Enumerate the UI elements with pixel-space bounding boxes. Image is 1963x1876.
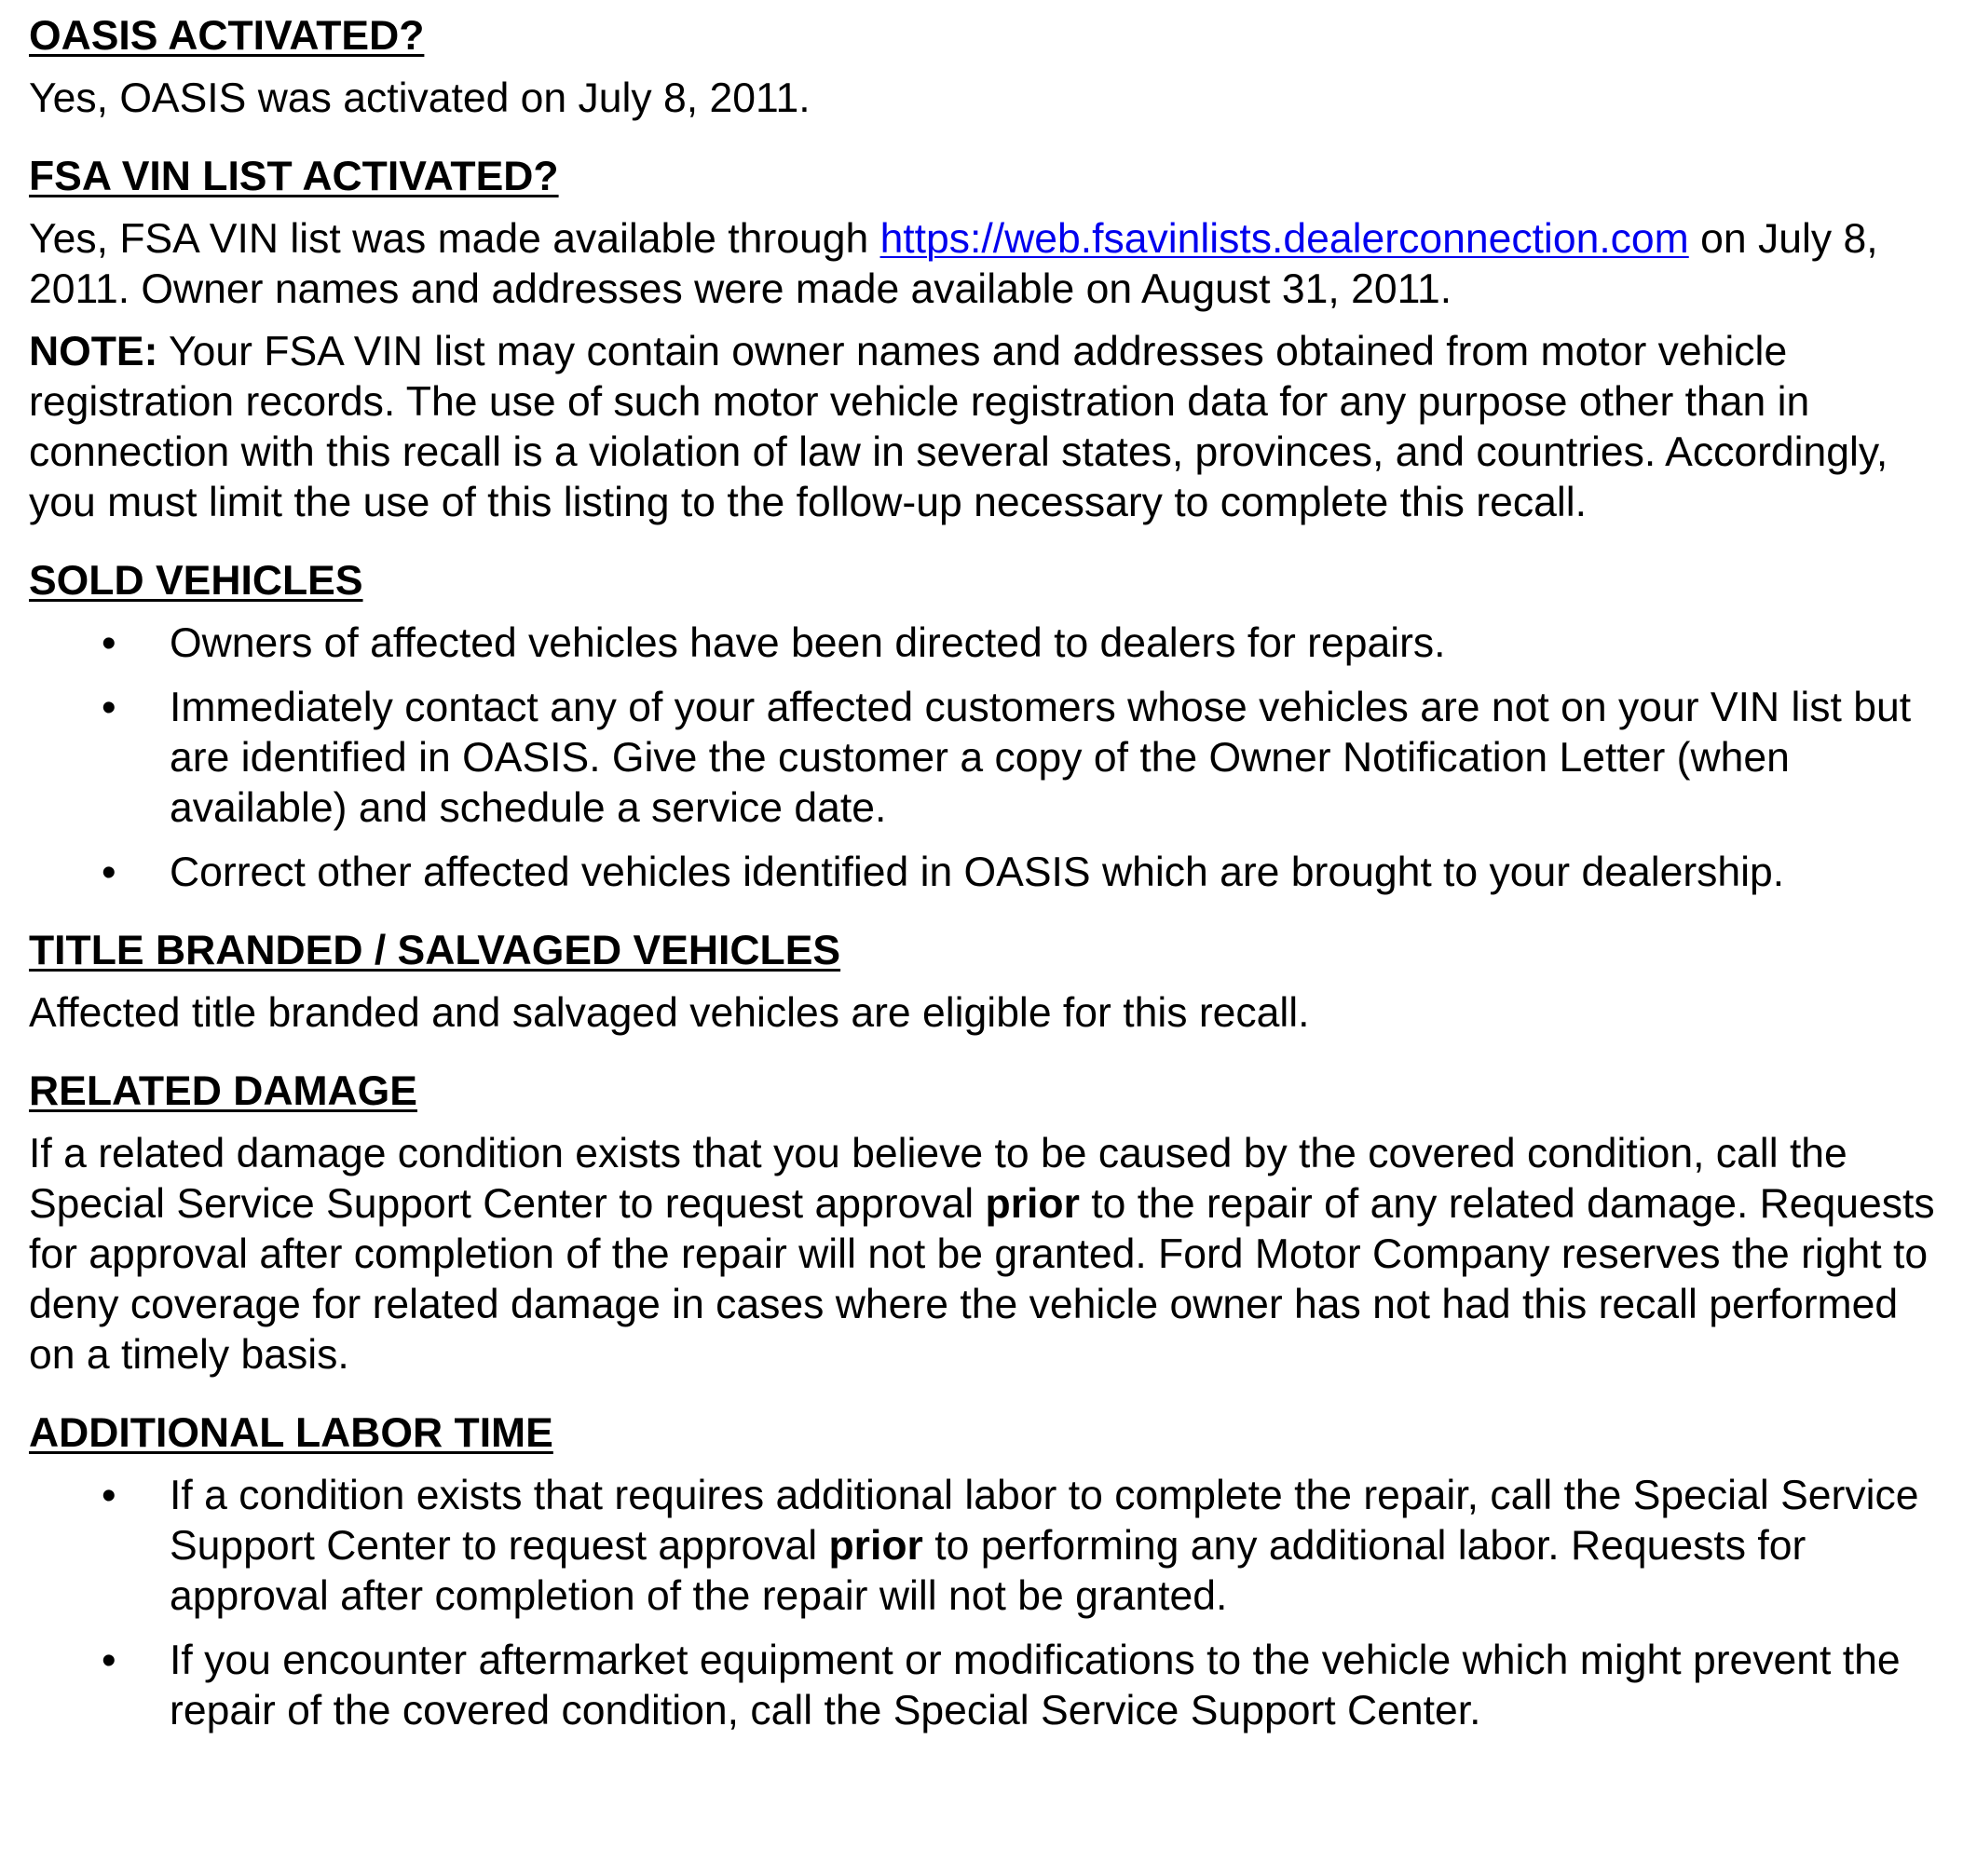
section-sold-vehicles: [29, 556, 1948, 898]
fsa-note: [29, 327, 1948, 528]
list-item-bold-word: prior: [828, 1523, 923, 1569]
additional-labor-list: [29, 1471, 1948, 1736]
bullet-icon: •: [102, 850, 116, 895]
list-item-text: If you encounter aftermarket equipment or modifications to the vehicle which might prevent the repair of the covered condition, call the Special Service Support Center.: [170, 1638, 1901, 1733]
list-item-text: Immediately contact any of your affected customers whose vehicles are not on your VIN list but are identified in OASIS. Give the customer a copy of the Owner Notification Letter (when available) and schedule a service date.: [170, 685, 1912, 831]
section-heading-related-damage: RELATED DAMAGE: [29, 1068, 417, 1114]
list-item: [29, 848, 1948, 898]
fsa-text-start: Yes, FSA VIN list was made available through: [29, 216, 880, 262]
section-fsa: [29, 152, 1948, 528]
fsa-text-end: on July 8, 2011. Owner names and addresses were made available on August 31, 2011.: [29, 216, 1878, 312]
fsa-vin-list-link[interactable]: https://web.fsavinlists.dealerconnection.com: [879, 216, 1689, 262]
section-heading-fsa: FSA VIN LIST ACTIVATED?: [29, 154, 559, 199]
list-item: [29, 1636, 1948, 1736]
list-item: [29, 619, 1948, 669]
section-oasis: [29, 11, 1948, 124]
section-heading-oasis: OASIS ACTIVATED?: [29, 13, 425, 59]
related-damage-bold-word: prior: [985, 1181, 1080, 1227]
section-heading-title-branded: TITLE BRANDED / SALVAGED VEHICLES: [29, 928, 841, 973]
oasis-text: Yes, OASIS was activated on July 8, 2011.: [29, 75, 811, 121]
bullet-icon: •: [102, 1473, 116, 1518]
list-item: [29, 683, 1948, 834]
bullet-icon: •: [102, 685, 116, 730]
list-item-text: Owners of affected vehicles have been directed to dealers for repairs.: [170, 620, 1446, 666]
sold-vehicles-list: [29, 619, 1948, 898]
note-label: NOTE:: [29, 329, 158, 374]
related-damage-text-start: If a related damage condition exists that you believe to be caused by the covered condition, call the Special Service Support Center to request approval: [29, 1131, 1847, 1227]
list-item-text-start: If a condition exists that requires additional labor to complete the repair, call the Special Service Support Center to request approval: [170, 1473, 1919, 1569]
document-page: [29, 11, 1948, 1736]
bullet-icon: •: [102, 620, 116, 666]
section-title-branded: [29, 926, 1948, 1039]
section-heading-sold-vehicles: SOLD VEHICLES: [29, 558, 363, 604]
title-branded-text: Affected title branded and salvaged vehicles are eligible for this recall.: [29, 990, 1310, 1036]
section-related-damage: [29, 1067, 1948, 1380]
list-item: [29, 1471, 1948, 1622]
section-additional-labor: [29, 1408, 1948, 1736]
note-text: Your FSA VIN list may contain owner names and addresses obtained from motor vehicle registration records. The use of such motor vehicle registration data for any purpose other than in connection with this recall is a violation of law in several states, provinces, and countries. Accordingly, you must limit the use of this listing to the follow-up necessary to complete this recall.: [29, 329, 1888, 525]
bullet-icon: •: [102, 1638, 116, 1683]
list-item-text: Correct other affected vehicles identified in OASIS which are brought to your dealership.: [170, 850, 1785, 895]
section-heading-additional-labor: ADDITIONAL LABOR TIME: [29, 1410, 553, 1456]
related-damage-text-end: to the repair of any related damage. Requests for approval after completion of the repair will not be granted. Ford Motor Company reserves the right to deny coverage for related damage in cases where the vehicle owner has not had this recall performed on a timely basis.: [29, 1181, 1935, 1378]
fsa-text: [29, 214, 1948, 315]
related-damage-text: [29, 1129, 1948, 1380]
list-item-text-end: to performing any additional labor. Requests for approval after completion of the repair will not be granted.: [170, 1523, 1806, 1619]
